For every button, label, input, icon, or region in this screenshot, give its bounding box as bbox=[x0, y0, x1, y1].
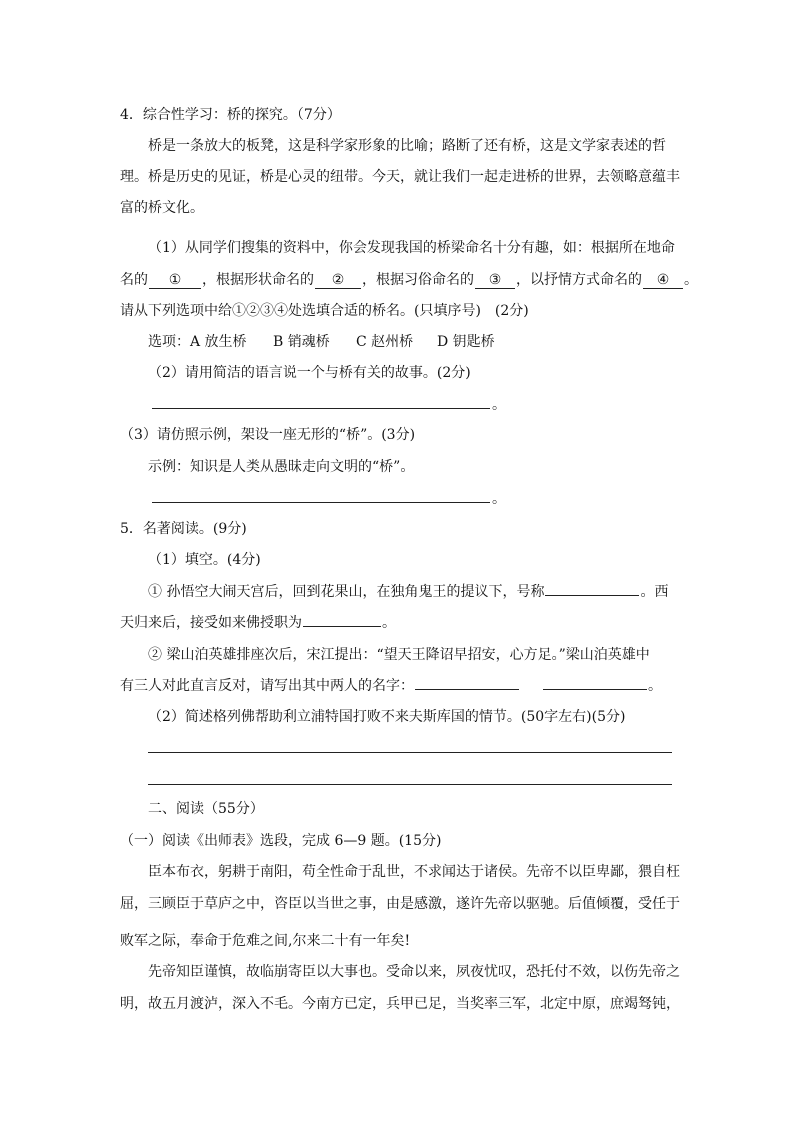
passage-p1-line-1: 臣本布衣，躬耕于南阳，苟全性命于乱世，不求闻达于诸侯。先帝不以臣卑鄙，猥自枉 bbox=[148, 864, 680, 880]
q5-item1-text-a: ① 孙悟空大闹天宫后，回到花果山，在独角鬼王的提议下，号称 bbox=[148, 584, 545, 600]
section2-subtitle: （一）阅读《出师表》选段，完成 6—9 题。(15分) bbox=[120, 833, 442, 849]
q4-p1-line-2 bbox=[120, 271, 698, 289]
q4-p1-line-1: （1）从同学们搜集的资料中，你会发现我国的桥梁命名十分有趣，如：根据所在地命 bbox=[148, 240, 675, 256]
q5-blank-4[interactable] bbox=[543, 689, 647, 690]
q4-option-b: B 销魂桥 bbox=[273, 334, 330, 350]
q4-intro-line-2: 理。桥是历史的见证，桥是心灵的纽带。今天，就让我们一起走进桥的世界，去领略意蕴丰 bbox=[120, 169, 680, 185]
q4-p1-seg-a: 名的 bbox=[120, 272, 148, 288]
q4-p3-answer-line[interactable] bbox=[152, 502, 490, 503]
q5-item2-line-1: ② 梁山泊英雄排座次后，宋江提出：“望天王降诏早招安，心方足。”梁山泊英雄中 bbox=[148, 647, 650, 663]
q4-p3-period: 。 bbox=[492, 491, 506, 507]
q4-intro-line-3: 富的桥文化。 bbox=[120, 200, 204, 216]
q5-p1-label: （1）填空。(4分) bbox=[148, 552, 261, 568]
q4-p1-seg-e: 。 bbox=[684, 272, 698, 288]
passage-p2-line-1: 先帝知臣谨慎，故临崩寄臣以大事也。受命以来，夙夜忧叹，恐托付不效，以伤先帝之 bbox=[148, 964, 680, 980]
q5-blank-3[interactable] bbox=[415, 689, 519, 690]
q5-item1-text-d: 。 bbox=[382, 615, 396, 631]
section2-title: 二、阅读（55分） bbox=[148, 801, 264, 817]
passage-p1-line-2: 屈，三顾臣于草庐之中，咨臣以当世之事，由是感激，遂许先帝以驱驰。后值倾覆，受任于 bbox=[120, 896, 680, 912]
q4-p1-seg-c: ，根据习俗命名的 bbox=[362, 272, 474, 288]
q4-title: 4．综合性学习：桥的探究。（7分） bbox=[120, 107, 341, 123]
q4-option-d: D 钥匙桥 bbox=[437, 334, 495, 350]
q4-p2-answer-line[interactable] bbox=[152, 408, 490, 409]
q5-item1-line-2 bbox=[120, 614, 396, 632]
q4-p1-seg-b: ，根据形状命名的 bbox=[202, 272, 314, 288]
q5-title: 5．名著阅读。(9分) bbox=[120, 521, 247, 537]
q4-option-c: C 赵州桥 bbox=[356, 334, 414, 350]
q5-item1-line-1 bbox=[148, 583, 668, 601]
blank-3[interactable]: ③ bbox=[475, 272, 515, 289]
q4-p3-example: 示例：知识是人类从愚昧走向文明的“桥”。 bbox=[148, 459, 415, 475]
q5-item1-text-c: 天归来后，接受如来佛授职为 bbox=[120, 615, 302, 631]
passage-p2-line-2: 明，故五月渡泸，深入不毛。今南方已定，兵甲已足，当奖率三军，北定中原，庶竭驽钝， bbox=[120, 996, 680, 1012]
q4-p2-period: 。 bbox=[492, 397, 506, 413]
q4-p2: （2）请用简洁的语言说一个与桥有关的故事。(2分) bbox=[148, 365, 471, 381]
q4-intro-line-1: 桥是一条放大的板凳，这是科学家形象的比喻；路断了还有桥，这是文学家表述的哲 bbox=[148, 138, 666, 154]
blank-2[interactable]: ② bbox=[315, 272, 361, 289]
q5-p2: （2）简述格列佛帮助利立浦特国打败不来夫斯库国的情节。(50字左右)(5分) bbox=[148, 709, 626, 725]
blank-1[interactable]: ① bbox=[149, 272, 201, 289]
q5-item2-line-2 bbox=[120, 677, 662, 695]
q4-p1-line-3: 请从下列选项中给①②③④处选填合适的桥名。(只填序号) (2分) bbox=[120, 303, 529, 319]
q5-item1-text-b: 。西 bbox=[640, 584, 669, 600]
q5-blank-1[interactable] bbox=[545, 595, 639, 596]
q5-p2-answer-line-2[interactable] bbox=[148, 784, 672, 785]
q4-p1-seg-d: ，以抒情方式命名的 bbox=[516, 272, 642, 288]
q5-item2-text-b: 有三人对此直言反对，请写出其中两人的名字： bbox=[120, 678, 414, 694]
q5-p2-answer-line-1[interactable] bbox=[148, 752, 672, 753]
q4-option-a: 选项：A 放生桥 bbox=[148, 334, 247, 350]
q5-blank-2[interactable] bbox=[303, 626, 381, 627]
q5-item2-text-c: 。 bbox=[648, 678, 662, 694]
blank-4[interactable]: ④ bbox=[643, 272, 683, 289]
q4-p3: （3）请仿照示例，架设一座无形的“桥”。(3分) bbox=[120, 427, 416, 443]
passage-p1-line-3: 败军之际，奉命于危难之间,尔来二十有一年矣! bbox=[120, 933, 411, 949]
